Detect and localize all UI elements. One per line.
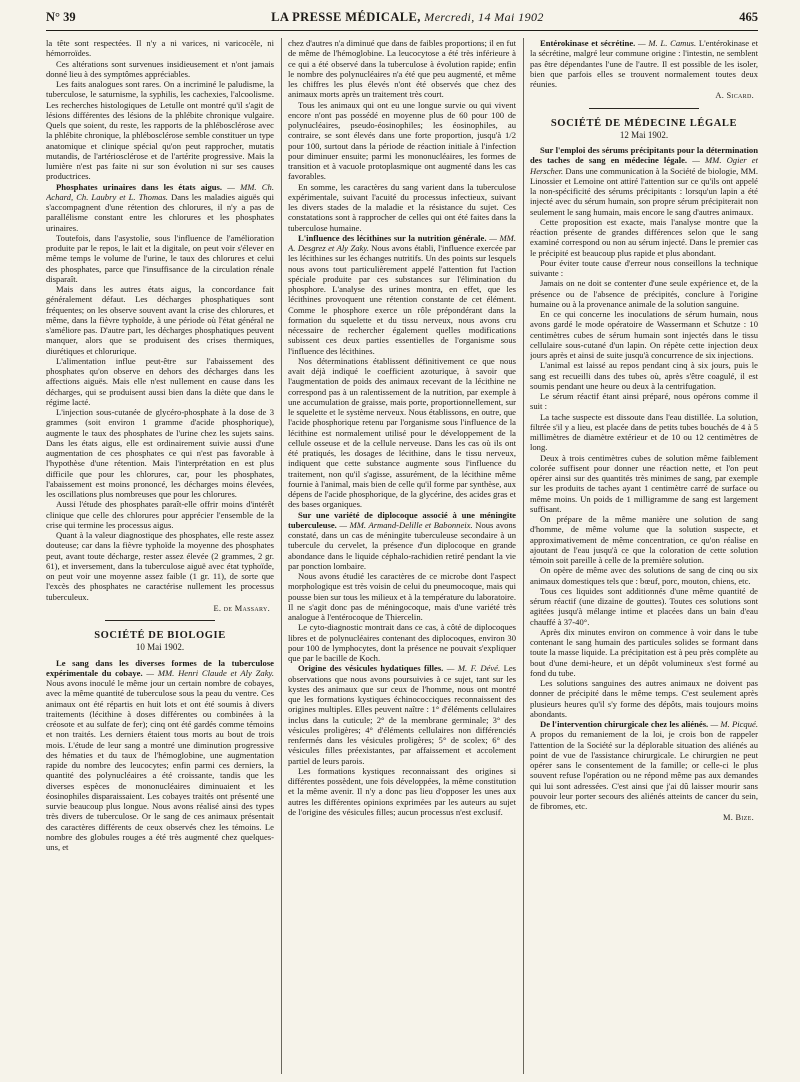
paragraph: L'injection sous-cutanée de glycéro-phosphate à la dose de 3 grammes (soit environ 1 gramme d'acide phosphorique), augmente le taux des phosphates de l'urine chez les sujets sains. Dans les états aigus, elle est ordinairement suivie aussi d'une augmentation de ces phosphates ce qui n'est pas favorable à l'hypothèse d'une rétention. Mais l'interprétation en est plus difficile que pour les chlorures, car, pour les phosphates, l'abaissement est moins prononcé, les décharges moins élevées, les oscillations plus nombreuses que pour les chlorures. (46, 407, 274, 499)
section-authors: — MM. Henri Claude et Aly Zaky. (146, 667, 274, 678)
paragraph: Aussi l'étude des phosphates paraît-elle offrir moins d'intérêt clinique que celle des chlorures pour apprécier l'ensemble de la crise qui termine les processus aigus. (46, 499, 274, 530)
paragraph: la tête sont respectées. Il n'y a ni varices, ni varicocèle, ni hémorroïdes. (46, 38, 274, 59)
column-rule (281, 38, 282, 1074)
section-title: Phosphates urinaires dans les états aigus. (56, 181, 228, 192)
paragraph: Nous avons établi, l'influence exercée par les lécithines sur les échanges nutritifs. Un des points sur lesquels nous avons tout particulièrement appelé l'attention fut l'action spéciale produite par ces substances sur l'élimination du phosphore. L'analyse des urines montra, en effet, que les lécithines provoquent une rétention constante de cet élément. Comme le phosphore exerce un rôle prépondérant dans la formation du squelette et du tissu nerveux, nous avons cru nécessaire de rechercher également quelles modifications subissent ces deux parties essentielles de l'organisme sous l'influence des lécithines. (288, 243, 516, 356)
paragraph: Tous ces liquides sont additionnés d'une même quantité de sérum réactif (une dizaine de gouttes). Toutes ces solutions sont agitées jusqu'à mélange intime et placées dans un bain d'eau chauffé à 37-40°. (530, 585, 758, 627)
signature: M. Bize. (722, 813, 754, 823)
section-heading-diplocoque (288, 510, 516, 572)
section-title: L'influence des lécithines sur la nutrition générale. (298, 232, 490, 243)
paragraph: Tous les animaux qui ont eu une longue survie ou qui vivent encore n'ont pas possédé en moyenne plus de 60 pour 100 de polynucléaires, pseudo-éosinophiles; les éosinophiles, au contraire, se sont élevés dans une forte proportion, jusqu'à 1/2 pour 100, surtout dans la période de réaction initiale à l'infection pour diminuer ensuite; parmi les mononucléaires, les formes de transition et à vacuole protoplasmique ont augmenté dans les cas favorables. (288, 99, 516, 182)
paragraph: Cette proposition est exacte, mais l'analyse montre que la réaction présente de grandes différences selon que le sang examiné correspond ou non au sérum injecté. Dans le premier cas le précipité est beaucoup plus rapide et plus abondant. (530, 216, 758, 258)
paragraph: La tache suspecte est dissoute dans l'eau distillée. La solution, filtrée s'il y a lieu, est placée dans de petits tubes bouchés de 4 à 5 millimètres de diamètre extérieur et de 10 ou 12 centimètres de long. (530, 411, 758, 453)
paragraph: Nous avons étudié les caractères de ce microbe dont l'aspect morphologique est très voisin de celui du pneumocoque, mais qui pousse bien sur tous les milieux et à la température du laboratoire. Il ne s'agit donc pas de méningocoque, mais d'une variété très analogue à l'entérocoque de Thiercelin. (288, 571, 516, 622)
divider (589, 108, 699, 109)
paragraph: Le sérum réactif étant ainsi préparé, nous opérons comme il suit : (530, 391, 758, 412)
column-rule (523, 38, 524, 1074)
section-authors: — M. F. Dévé. (446, 663, 504, 674)
section-title: Sur une variété de diplocoque associé à une méningite tuberculeuse. (288, 509, 516, 530)
page-number: 465 (739, 10, 758, 24)
society-heading: SOCIÉTÉ DE BIOLOGIE (94, 630, 226, 641)
section-heading-sang (46, 658, 274, 853)
section-authors: — MM. A. Desgrez et Aly Zaky. (288, 232, 516, 253)
issue-number: N° 39 (46, 10, 76, 24)
signature: E. de Massary. (213, 603, 270, 613)
section-title: De l'intervention chirurgicale chez les aliénés. (540, 719, 711, 729)
page-header (46, 10, 758, 31)
journal-title-line (271, 10, 544, 25)
section-authors: — MM. Ch. Achard, Ch. Laubry et L. Thomas. (46, 181, 274, 202)
paragraph: A propos du remaniement de la loi, je crois bon de rappeler l'attention de la Société sur la déplorable situation des aliénés au point de vue de l'assistance chirurgicale. Le chirurgien ne peut opérer sans le consentement de la famille; or celle-ci le plus souvent refuse l'opération ou ne répond même pas aux demandes qui lui sont adressées. C'est ainsi que j'ai dû laisser mourir sans pouvoir leur porter secours des aliénés atteints de cancer du sein, de fibromes, etc. (530, 729, 758, 811)
section-authors: — M. Picqué. (710, 719, 758, 729)
society-heading: SOCIÉTÉ DE MÉDECINE LÉGALE (550, 117, 738, 129)
divider (105, 620, 215, 621)
section-title: Origine des vésicules hydatiques filles. (298, 663, 447, 674)
paragraph: On prépare de la même manière une solution de sang d'homme, de même volume que la solution suspecte, et approximativement de même concentration, ce qu'on réalise en ajoutant de l'eau jusqu'à ce que la coloration de cette solution témoin soit pareille à celle de la première solution. (530, 514, 758, 565)
section-title: Le sang dans les diverses formes de la tuberculose expérimentale du cobaye. (46, 657, 274, 678)
section-title: Entérokinase et sécrétine. (540, 38, 639, 48)
paragraph: Après dix minutes environ on commence à voir dans le tube contenant le sang humain des particules solides se formant dans toute la masse liquide. La précipitation est à peu près complète au bout d'une demi-heure, et un dépôt volumineux s'est formé au fond du tube. (530, 626, 758, 678)
paragraph: Les formations kystiques reconnaissant des origines si différentes possèdent, une fois développées, la même constitution et la même avenir. Il n'y a donc pas lieu d'opposer les unes aux autres les différentes opinions exprimées par les auteurs au sujet de l'origine des vésicules filles; aucun processus n'est exclusif. (288, 765, 516, 817)
society-date: 12 Mai 1902. (619, 129, 669, 140)
paragraph: Le cyto-diagnostic montrait dans ce cas, à côté de diplocoques libres et de polynucléaires contenant des diplocoques, environ 30 pour 100 de lymphocytes, dont la présence ne pouvait s'expliquer que par le bacille de Koch. (288, 622, 516, 663)
paragraph: Les faits analogues sont rares. On a incriminé le paludisme, la tuberculose, le saturnisme, la syphilis, les cachexies, l'alcoolisme. Les recherches histologiques de Letulle ont montré qu'il s'agit de lésions différentes des lésions de la phlébite chronique vulgaire. Quels que soient, du reste, les rapports de la phlébosclérose avec la phlébite chronique, la phlébosclérose semble constituer un type anatomique et clinique spécial qu'on peut rapprocher, mutatis mutandis, de l'artériosclérose et de l'artérite progressive. Mais la lumière n'est pas faite ni sur son évolution ni sur ses causes productrices. (46, 79, 274, 182)
section-heading-phosphates (46, 182, 274, 233)
paragraph: En ce qui concerne les inoculations de sérum humain, nous avons gardé le mode opératoire de Wassermann et Schutze : 10 centimètres cubes de sérum humain sont injectés dans le tissu cellulaire sous-cutané d'un lapin. On répète cette injection deux jours après et ainsi de suite jusqu'à concurrence de six injections. (530, 309, 758, 360)
paragraph: Nous avons inoculé le même jour un certain nombre de cobayes, avec la même quantité de tuberculose sous la peau du ventre. Ces animaux ont été répartis en huit lots et ont été soumis à divers traitements (lécithine à doses différentes ou combinées à la créosote et au sulfate de fer); cinq ont été gardés comme témoins et non traités. Les derniers étaient tous morts au bout de trois mois. L'étude de leur sang a montré une diminution progressive des hématies et du taux de l'hémoglobine, une augmentation rapide du nombre des leucocytes; enfin parmi ces derniers, la quantité des polynucléaires a été croissante, tandis que les diverses espèces de mononucléaires diminuaient et les éosinophiles disparaissaient. Les cobayes traités ont présenté une survie beaucoup plus longue. Nous avons réalisé ainsi des types très divers de tuberculose. Or le sang de ces animaux présentait des caractères différents de ceux observés chez les témoins. Le nombre des globules rouges a été très augmenté chez quelques-uns, et (46, 678, 274, 852)
column-1 (46, 38, 274, 1074)
paragraph: L'animal est laissé au repos pendant cinq à six jours, puis le sang est recueilli dans des tubes où, après s'être coagulé, il est soumis pendant une heure ou deux à la centrifugation. (530, 360, 758, 391)
section-authors: — M. L. Camus. (638, 38, 699, 48)
section-authors: — MM. Armand-Delille et Babonneix. (339, 519, 476, 530)
paragraph: Deux à trois centimètres cubes de solution même faiblement colorée suffisent pour donner une réaction nette, et l'on peut opérer ainsi sur des quantités très minimes de sang, par exemple sur les produits de taches ayant 1 centimètre carré de surface ou même moins. Un poids de 1 milligramme de sang est largement suffisant. (530, 452, 758, 514)
paragraph: Ces altérations sont survenues insidieusement et n'ont jamais donné lieu à des symptômes appréciables. (46, 58, 274, 79)
paragraph: Jamais on ne doit se contenter d'une seule expérience et, de la présence ou de l'absence de précipités, conclure à l'origine humaine ou à la provenance animale de la solution sanguine. (530, 278, 758, 309)
signature: A. Sicard. (715, 91, 754, 101)
paragraph: Dans une communication à la Société de biologie, MM. Linossier et Lemoine ont attiré l'attention sur ce qu'ils ont appelé la non-spécificité des sérums précipitants : lorsqu'un lapin a été injecté avec du sérum humain, son propre sérum précipiterait non seulement le sang humain, mais encore le sang d'autres animaux. (530, 165, 758, 217)
paragraph: Pour éviter toute cause d'erreur nous conseillons la technique suivante : (530, 257, 758, 278)
section-heading-lecithines (288, 233, 516, 356)
section-authors: — MM. Ogier et Herscher. (530, 155, 758, 176)
society-date: 10 Mai 1902. (135, 642, 185, 653)
column-2 (288, 38, 516, 1074)
column-3 (530, 38, 758, 1074)
paragraph: Dans les maladies aiguës qui s'accompagnent d'une rétention des chlorures, il n'y a pas de parallélisme constant entre les chlorures et les phosphates urinaires. (46, 191, 274, 233)
article-columns (46, 38, 758, 1074)
section-title: Sur l'emploi des sérums précipitants pour la détermination des taches de sang en médecine légale. (530, 145, 758, 166)
paragraph: Nos déterminations établissent définitivement ce que nous avait déjà indiqué le coefficient azoturique, à savoir que l'augmentation de poids des animaux recevant de la lécithine ne correspond pas à un ralentissement de la nutrition, par exemple à une accumulation de graisse, mais porte, proportionnellement, sur le squelette et le système nerveux. Nous établissons, en outre, que l'acide phosphorique retenu par l'organisme sous l'influence de la lécithine est normalement utilisé pour le développement de la cellule osseuse et de la cellule nerveuse. Dans les cas où ils ont été pratiqués, les dosages de lécithine, dans le tissu nerveux, indiquent que cette substance augmente sous l'influence du traitement, non qu'il s'agisse, assurément, de la lécithine même fournie à l'animal, mais bien de celle qu'il forme par synthèse, aux dépens de l'acide phosphorique, de la glycérine, des acides gras et des bases organiques. (288, 355, 516, 510)
paragraph: Quant à la valeur diagnostique des phosphates, elle reste assez douteuse; car dans la fièvre typhoïde la moyenne des phosphates peut, avant toute décharge, rester assez élevée (2 grammes, 2 gr. 61), et inversement, dans la tuberculose aiguë avec état typhoïde, on peut voir une moyenne assez faible (1 gr. 11), de sorte que l'excès des phosphates ne caractérise nullement les processus tuberculeux. (46, 530, 274, 602)
paragraph: chez d'autres n'a diminué que dans de faibles proportions; il en fut de même de l'hémoglobine. La leucocytose a été très inférieure à ce qui a été observé dans la tuberculose à évolution rapide; enfin le nombre des polynucléaires n'a été que peu augmenté, et même les chiffres les plus élevés n'ont été observés que chez des animaux morts après un traitement très court. (288, 38, 516, 100)
paragraph: On opère de même avec des solutions de sang de cinq ou six animaux domestiques tels que : bœuf, porc, mouton, chiens, etc. (530, 565, 758, 586)
paragraph: Toutefois, dans l'asystolie, sous l'influence de l'amélioration produite par le repos, le lait et la digitale, on peut voir s'élever en même temps le volume de l'urine, le taux des chlorures et celui des phosphates, parce que l'insuffisance de la circulation rénale disparaît. (46, 232, 274, 284)
paragraph: Nous avons constaté, dans un cas de méningite tuberculeuse secondaire à un tubercule du cervelet, la présence d'un diplocoque en grande abondance dans le liquide céphalo-rachidien retiré pendant la vie par ponction lombaire. (288, 519, 516, 571)
section-heading-enterokinase (530, 38, 758, 89)
paragraph: Mais dans les autres états aigus, la concordance fait généralement défaut. Les décharges phosphatiques sont fréquentes; on les observe souvent avant la crise des chlorures, et même, dans la fièvre typhoïde, à une période où l'état général ne s'améliore pas. D'autre part, les décharges phosphatiques peuvent manquer, alors que se produisent des crises thermiques, diurétiques et chlorurique. (46, 284, 274, 356)
section-heading-vesicules (288, 663, 516, 766)
paragraph: En somme, les caractères du sang varient dans la tuberculose expérimentale, suivant l'acuité du processus infectieux, suivant les divers stades de la maladie et la résistance du sujet. Ces constatations sont à rapprocher de celles qui ont été faites dans la tuberculose humaine. (288, 181, 516, 233)
journal-title: LA PRESSE MÉDICALE, (271, 10, 421, 24)
section-heading-chirurgie (530, 719, 758, 811)
paragraph: Les observations que nous avons poursuivies à ce sujet, tant sur les kystes des animaux que sur ceux de l'homme, nous ont montré que les formations kystiques échinococciques reconnaissent des origines multiples. Elles peuvent naître : 1° d'éléments cellulaires inclus dans la cuticule; 2° de la membrane germinale; 3° des vésicules proligères; 4° d'éléments cellulaires non différenciés renfermés dans les vésicules proligères; 5° de scolex; 6° des vésicules filles préexistantes, par affaissement et accolement partiel de leurs parois. (288, 663, 516, 766)
paragraph: L'alimentation influe peut-être sur l'abaissement des phosphates qu'on observe en dehors des décharges dans les affections aiguës. Mais elle n'est nullement en cause dans les décharges, qui se produisent aussi bien dans la diète que dans le régime lacté. (46, 355, 274, 407)
paragraph: Les solutions sanguines des autres animaux ne doivent pas donner de précipité dans le même temps. C'est seulement après plusieurs heures qu'il s'y forme des dépôts, mais toujours moins abondants. (530, 678, 758, 719)
paragraph: L'entérokinase et la sécrétine, malgré leur commune origine : l'intestin, ne semblent pas être dépendantes l'une de l'autre. Il est possible de les isoler, bien que parfois elles se trouvent normalement toutes deux réunies. (530, 38, 758, 89)
section-heading-serums (530, 145, 758, 217)
issue-date: Mercredi, 14 Mai 1902 (424, 10, 544, 24)
